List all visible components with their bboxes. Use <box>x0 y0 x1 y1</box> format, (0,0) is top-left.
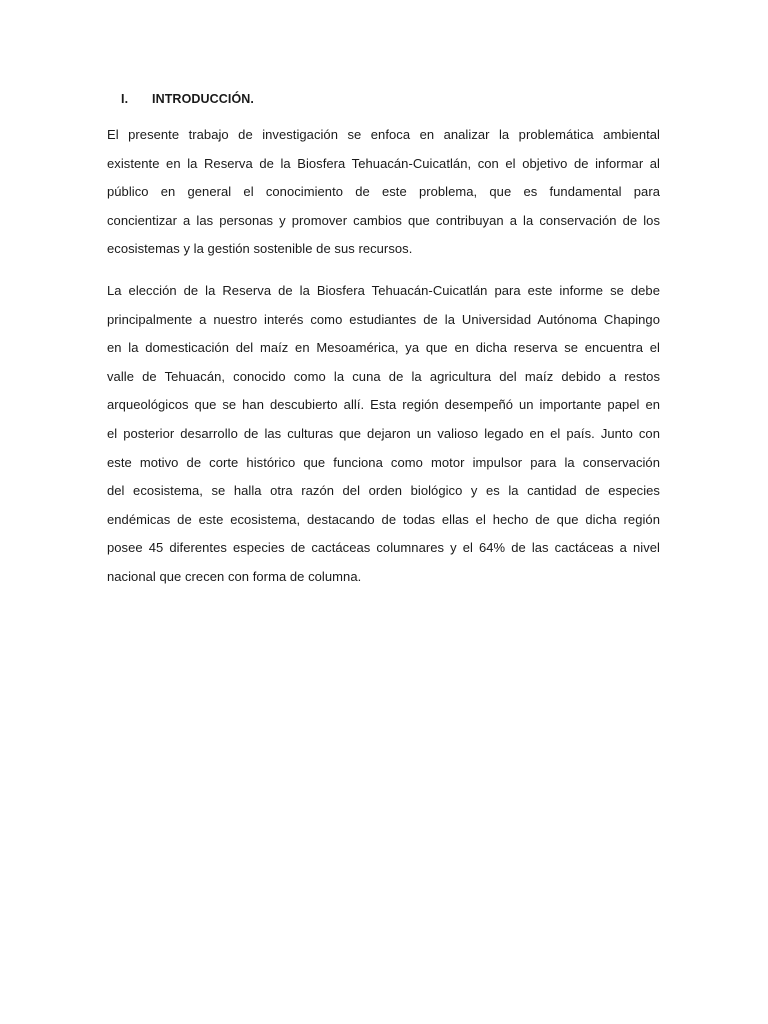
text-line: posee 45 diferentes especies de cactáceas columnares y el 64% de las cactáceas a nivel <box>107 540 660 556</box>
section-heading <box>121 92 254 106</box>
text-line: público en general el conocimiento de este problema, que es fundamental para <box>107 184 660 200</box>
text-line: este motivo de corte histórico que funciona como motor impulsor para la conservación <box>107 454 660 470</box>
text-line: La elección de la Reserva de la Biosfera Tehuacán-Cuicatlán para este informe se debe <box>107 283 660 298</box>
text-line: endémicas de este ecosistema, destacando de todas ellas el hecho de que dicha región <box>107 511 660 527</box>
text-line: concientizar a las personas y promover cambios que contribuyan a la conservación de los <box>107 212 660 228</box>
text-line: El presente trabajo de investigación se enfoca en analizar la problemática ambiental <box>107 127 660 142</box>
paragraph-introduction <box>107 121 660 264</box>
text-line: existente en la Reserva de la Biosfera Tehuacán-Cuicatlán, con el objetivo de informar al <box>107 155 660 171</box>
text-line: valle de Tehuacán, conocido como la cuna de la agricultura del maíz debido a restos <box>107 368 660 384</box>
text-line: principalmente a nuestro interés como estudiantes de la Universidad Autónoma Chapingo <box>107 311 660 327</box>
section-title: INTRODUCCIÓN. <box>152 92 254 106</box>
text-line: nacional que crecen con forma de columna. <box>107 568 362 584</box>
paragraph-reason <box>107 277 660 592</box>
text-line: en la domesticación del maíz en Mesoamérica, ya que en dicha reserva se encuentra el <box>107 340 660 356</box>
text-line: ecosistemas y la gestión sostenible de sus recursos. <box>107 241 413 257</box>
section-number: I. <box>121 92 129 106</box>
text-line: del ecosistema, se halla otra razón del orden biológico y es la cantidad de especies <box>107 483 660 499</box>
text-line: el posterior desarrollo de las culturas que dejaron un valioso legado en el país. Junto con <box>107 425 660 441</box>
text-line: arqueológicos que se han descubierto allí. Esta región desempeñó un importante papel en <box>107 397 660 413</box>
